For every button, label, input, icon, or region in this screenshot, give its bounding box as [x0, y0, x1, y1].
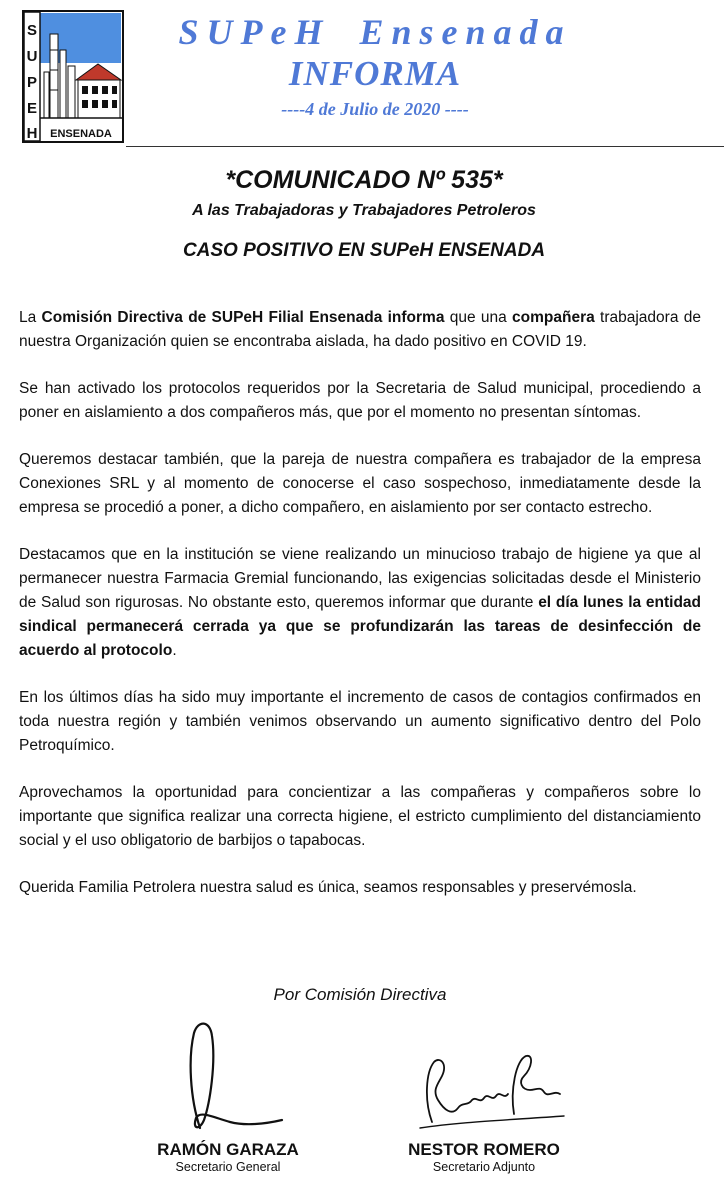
communique-number: *COMUNICADO Nº 535*: [225, 166, 503, 194]
logo-letter-s: S: [26, 22, 38, 39]
signer-left: [128, 1140, 328, 1175]
paragraph-4: [19, 543, 701, 663]
signature-left: [170, 1018, 290, 1136]
paragraph-1: [19, 306, 701, 354]
p1-bold-b: compañera: [512, 309, 595, 326]
p4-text-b: .: [172, 642, 177, 659]
p4-text-a: Destacamos que en la institución se viene realizando un minucioso trabajo de higiene ya que al permanecer nuestra Farmacia Gremial funcionando, las exigencias solicitadas desde el Ministerio de Salud son rigurosas. No obstante esto, queremos informar que durante: [19, 546, 701, 611]
signer-left-name: RAMÓN GARAZA: [157, 1140, 299, 1159]
p1-text-a: La: [19, 309, 42, 326]
p1-text-c: trabajadora de nuestra Organización quien se encontraba aislada, ha dado positivo en COVID 19.: [19, 309, 701, 350]
paragraph-6: Aprovechamos la oportunidad para concientizar a las compañeras y compañeros sobre lo importante que significa realizar una correcta higiene, el estricto cumplimiento del distanciamiento social y el uso obligatorio de barbijos o tapabocas.: [19, 784, 701, 849]
case-title: CASO POSITIVO EN SUPeH ENSENADA: [182, 240, 546, 261]
signer-right: [384, 1140, 584, 1175]
signer-right-role: Secretario Adjunto: [432, 1160, 536, 1174]
p4-bold: el día lunes la entidad sindical permanecerá cerrada ya que se profundizarán las tareas de desinfección de acuerdo al protocolo: [19, 594, 701, 659]
logo-text: ENSENADA: [50, 128, 112, 140]
supeh-ensenada-logo: [22, 10, 124, 143]
communique-body: [19, 306, 701, 923]
paragraph-7: Querida Familia Petrolera nuestra salud es única, seamos responsables y preservémosla.: [19, 879, 637, 896]
p1-bold-a: Comisión Directiva de SUPeH Filial Ensenada informa: [41, 309, 445, 326]
paragraph-2: Se han activado los protocolos requeridos por la Secretaria de Salud municipal, procediendo a poner en aislamiento a dos compañeros más, que por el momento no presentan síntomas.: [19, 380, 701, 421]
document-date: ----4 de Julio de 2020 ----: [281, 99, 469, 119]
signer-left-role: Secretario General: [175, 1160, 281, 1174]
signer-right-name: NESTOR ROMERO: [408, 1140, 560, 1159]
organization-title: SUPeH Ensenada: [178, 12, 572, 52]
header-divider: [126, 146, 724, 147]
signed-by-committee: Por Comisión Directiva: [273, 985, 447, 1004]
paragraph-5: En los últimos días ha sido muy importante el incremento de casos de contagios confirmados en toda nuestra región y también venimos observando un aumento significativo dentro del Polo Petroquímico.: [19, 689, 701, 754]
logo-letter-h: H: [26, 125, 38, 142]
recipients-line: A las Trabajadoras y Trabajadores Petroleros: [192, 202, 536, 219]
signature-right: [418, 1050, 568, 1135]
logo-letter-e: E: [26, 100, 38, 117]
logo-letter-u: U: [26, 48, 38, 65]
organization-subtitle: INFORMA: [288, 54, 462, 93]
paragraph-3: Queremos destacar también, que la pareja de nuestra compañera es trabajador de la empresa Conexiones SRL y al momento de conocerse el caso sospechoso, inmediatamente desde la empresa se procedió a poner, a dicho compañero, en aislamiento por ser contacto estrecho.: [19, 451, 701, 516]
p1-text-b: que una: [444, 309, 513, 326]
logo-letter-p: P: [26, 74, 38, 91]
